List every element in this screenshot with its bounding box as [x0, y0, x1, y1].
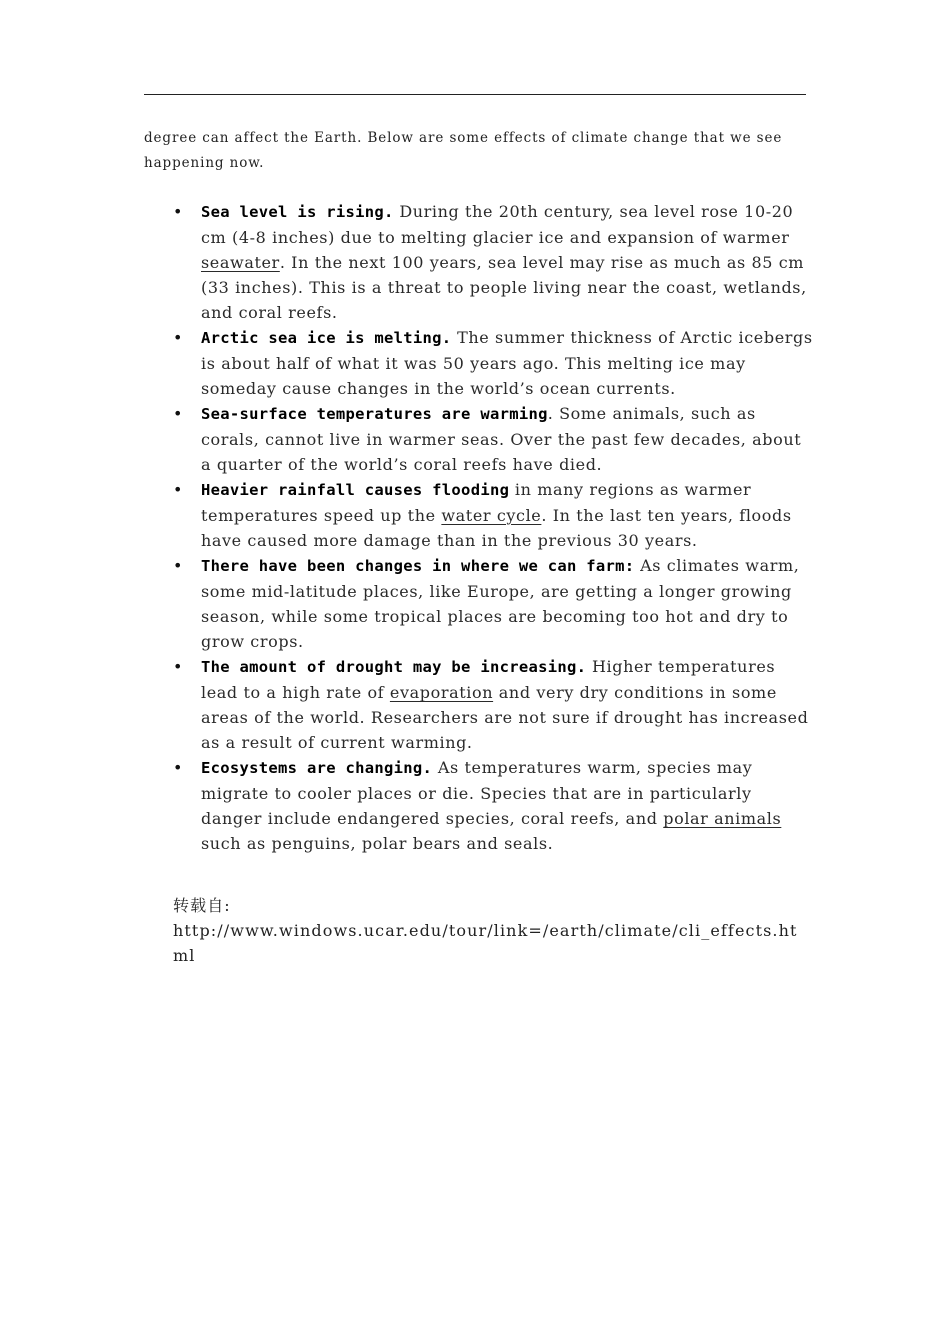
effect-item: [173, 199, 813, 325]
effect-item: [173, 654, 813, 755]
effect-item: [173, 755, 813, 856]
effect-text: such as penguins, polar bears and seals.: [201, 834, 554, 853]
effect-text: As temperatures warm, species may migrate to cooler places or die. Species that are in particularly danger include endangered species, coral reefs, and: [201, 758, 753, 828]
effect-text: As climates warm, some mid-latitude places, like Europe, are getting a longer growing season, while some tropical places are becoming too hot and dry to grow crops.: [201, 556, 800, 651]
bullet-icon: •: [173, 758, 184, 777]
effect-heading: Sea-surface temperatures are warming: [201, 405, 548, 423]
effect-text: . In the last ten years, floods have caused more damage than in the previous 30 years.: [201, 506, 792, 550]
bullet-icon: •: [173, 556, 184, 575]
effect-text: . Some animals, such as corals, cannot live in warmer seas. Over the past few decades, about a quarter of the world’s coral reefs have died.: [201, 404, 802, 474]
bullet-icon: •: [173, 202, 184, 221]
effect-item: [173, 553, 813, 654]
effect-text: During the 20th century, sea level rose 10-20 cm (4-8 inches) due to melting glacier ice and expansion of warmer: [201, 202, 794, 247]
effect-heading: Ecosystems are changing.: [201, 759, 433, 777]
source-label: 转载自:: [173, 896, 231, 915]
header-rule: [144, 94, 806, 95]
effects-list: [173, 199, 813, 856]
effect-text: The summer thickness of Arctic icebergs is about half of what it was 50 years ago. This melting ice may someday cause changes in the world’s ocean currents.: [201, 328, 813, 398]
effect-item: [173, 477, 813, 553]
glossary-link[interactable]: polar animals: [663, 809, 782, 828]
effect-text: and very dry conditions in some areas of the world. Researchers are not sure if drought has increased as a result of current warming.: [201, 683, 809, 752]
effect-text: Higher temperatures lead to a high rate of: [201, 657, 776, 702]
source-url[interactable]: http://www.windows.ucar.edu/tour/link=/earth/climate/cli_effects.html: [173, 921, 798, 965]
effect-item: [173, 401, 813, 477]
bullet-icon: •: [173, 328, 184, 347]
effect-heading: The amount of drought may be increasing.: [201, 658, 587, 676]
bullet-icon: •: [173, 480, 184, 499]
glossary-link[interactable]: seawater: [201, 253, 280, 272]
glossary-link[interactable]: water cycle: [441, 506, 542, 525]
source-block: [173, 893, 813, 968]
effect-item: [173, 325, 813, 401]
effect-heading: Arctic sea ice is melting.: [201, 329, 452, 347]
bullet-icon: •: [173, 657, 184, 676]
glossary-link[interactable]: evaporation: [389, 683, 494, 702]
effect-heading: Heavier rainfall causes flooding: [201, 481, 510, 499]
effect-heading: There have been changes in where we can farm:: [201, 557, 635, 575]
effect-heading: Sea level is rising.: [201, 203, 394, 221]
effect-text: in many regions as warmer temperatures speed up the: [201, 480, 752, 525]
effect-text: . In the next 100 years, sea level may rise as much as 85 cm (33 inches). This is a threat to people living near the coast, wetlands, and coral reefs.: [201, 253, 807, 322]
bullet-icon: •: [173, 404, 184, 423]
intro-paragraph: degree can affect the Earth. Below are some effects of climate change that we see happening now.: [144, 130, 783, 171]
